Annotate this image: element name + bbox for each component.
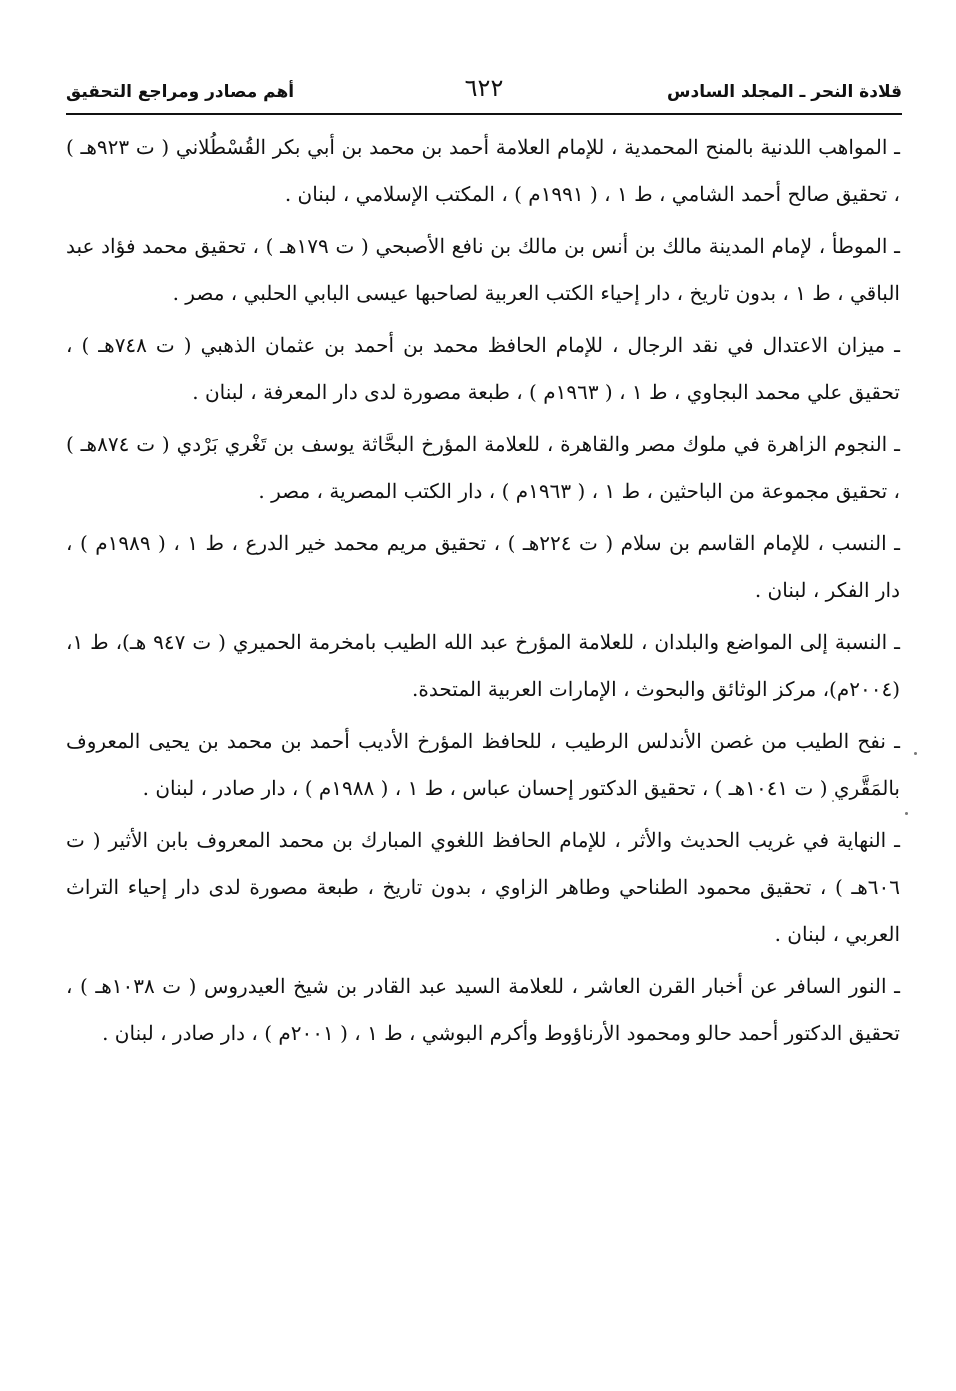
scan-speck [832, 800, 834, 802]
bibliography-entry: ـ النسبة إلى المواضع والبلدان ، للعلامة المؤرخ عبد الله الطيب بامخرمة الحميري ( ت ٩٤٧ هـ)، ط ١، (٢٠٠٤م)، مركز الوثائق والبحوث ، الإمارات العربية المتحدة. [66, 630, 900, 701]
bibliography-entry: ـ المواهب اللدنية بالمنح المحمدية ، للإمام العلامة أحمد بن محمد بن أبي بكر القُسْطُلاني ( ت ٩٢٣هـ ) ، تحقيق صالح أحمد الشامي ، ط ١ ، ( ١٩٩١م ) ، المكتب الإسلامي ، لبنان . [66, 135, 900, 206]
bibliography-entry: ـ ميزان الاعتدال في نقد الرجال ، للإمام الحافظ محمد بن أحمد بن عثمان الذهبي ( ت ٧٤٨هـ ) ، تحقيق علي محمد البجاوي ، ط ١ ، ( ١٩٦٣م ) ، طبعة مصورة لدى دار المعرفة ، لبنان . [66, 333, 900, 404]
bibliography-entry: ـ الموطأ ، لإمام المدينة مالك بن أنس بن مالك بن نافع الأصبحي ( ت ١٧٩هـ ) ، تحقيق محمد فؤاد عبد الباقي ، ط ١ ، بدون تاريخ ، دار إحياء الكتب العربية لصاحبها عيسى البابي الحلبي ، مصر . [66, 234, 900, 305]
bibliography-entry: ـ نفح الطيب من غصن الأندلس الرطيب ، للحافظ المؤرخ الأديب أحمد بن محمد بن يحيى المعروف بالمَقَّري ( ت ١٠٤١هـ ) ، تحقيق الدكتور إحسان عباس ، ط ١ ، ( ١٩٨٨م ) ، دار صادر ، لبنان . [66, 729, 900, 800]
page-number: ٦٢٢ [464, 74, 504, 102]
bibliography-entry: ـ النهاية في غريب الحديث والأثر ، للإمام الحافظ اللغوي المبارك بن محمد المعروف بابن الأثير ( ت ٦٠٦هـ ) ، تحقيق محمود الطناحي وطاهر الزاوي ، بدون تاريخ ، طبعة مصورة لدى دار إحياء التراث العربي ، لبنان . [66, 828, 900, 946]
bibliography-entry: ـ النجوم الزاهرة في ملوك مصر والقاهرة ، للعلامة المؤرخ البحَّاثة يوسف بن تَغْري بَرْدي ( ت ٨٧٤هـ ) ، تحقيق مجموعة من الباحثين ، ط ١ ، ( ١٩٦٣م ) ، دار الكتب المصرية ، مصر . [66, 432, 900, 503]
scan-speck [914, 752, 917, 755]
bibliography-list [66, 124, 900, 1062]
running-title-section: أهم مصادر ومراجع التحقيق [66, 82, 295, 102]
running-title-book: قلادة النحر ـ المجلد السادس [667, 82, 902, 102]
scan-speck [905, 812, 908, 815]
bibliography-entry: ـ النور السافر عن أخبار القرن العاشر ، للعلامة السيد عبد القادر بن شيخ العيدروس ( ت ١٠٣٨هـ ) ، تحقيق الدكتور أحمد حالو ومحمود الأرناؤوط وأكرم البوشي ، ط ١ ، ( ٢٠٠١م ) ، دار صادر ، لبنان . [66, 974, 900, 1045]
bibliography-entry: ـ النسب ، للإمام القاسم بن سلام ( ت ٢٢٤هـ ) ، تحقيق مريم محمد خير الدرع ، ط ١ ، ( ١٩٨٩م ) ، دار الفكر ، لبنان . [66, 531, 901, 602]
header-divider [66, 113, 902, 115]
page-header [66, 72, 902, 112]
